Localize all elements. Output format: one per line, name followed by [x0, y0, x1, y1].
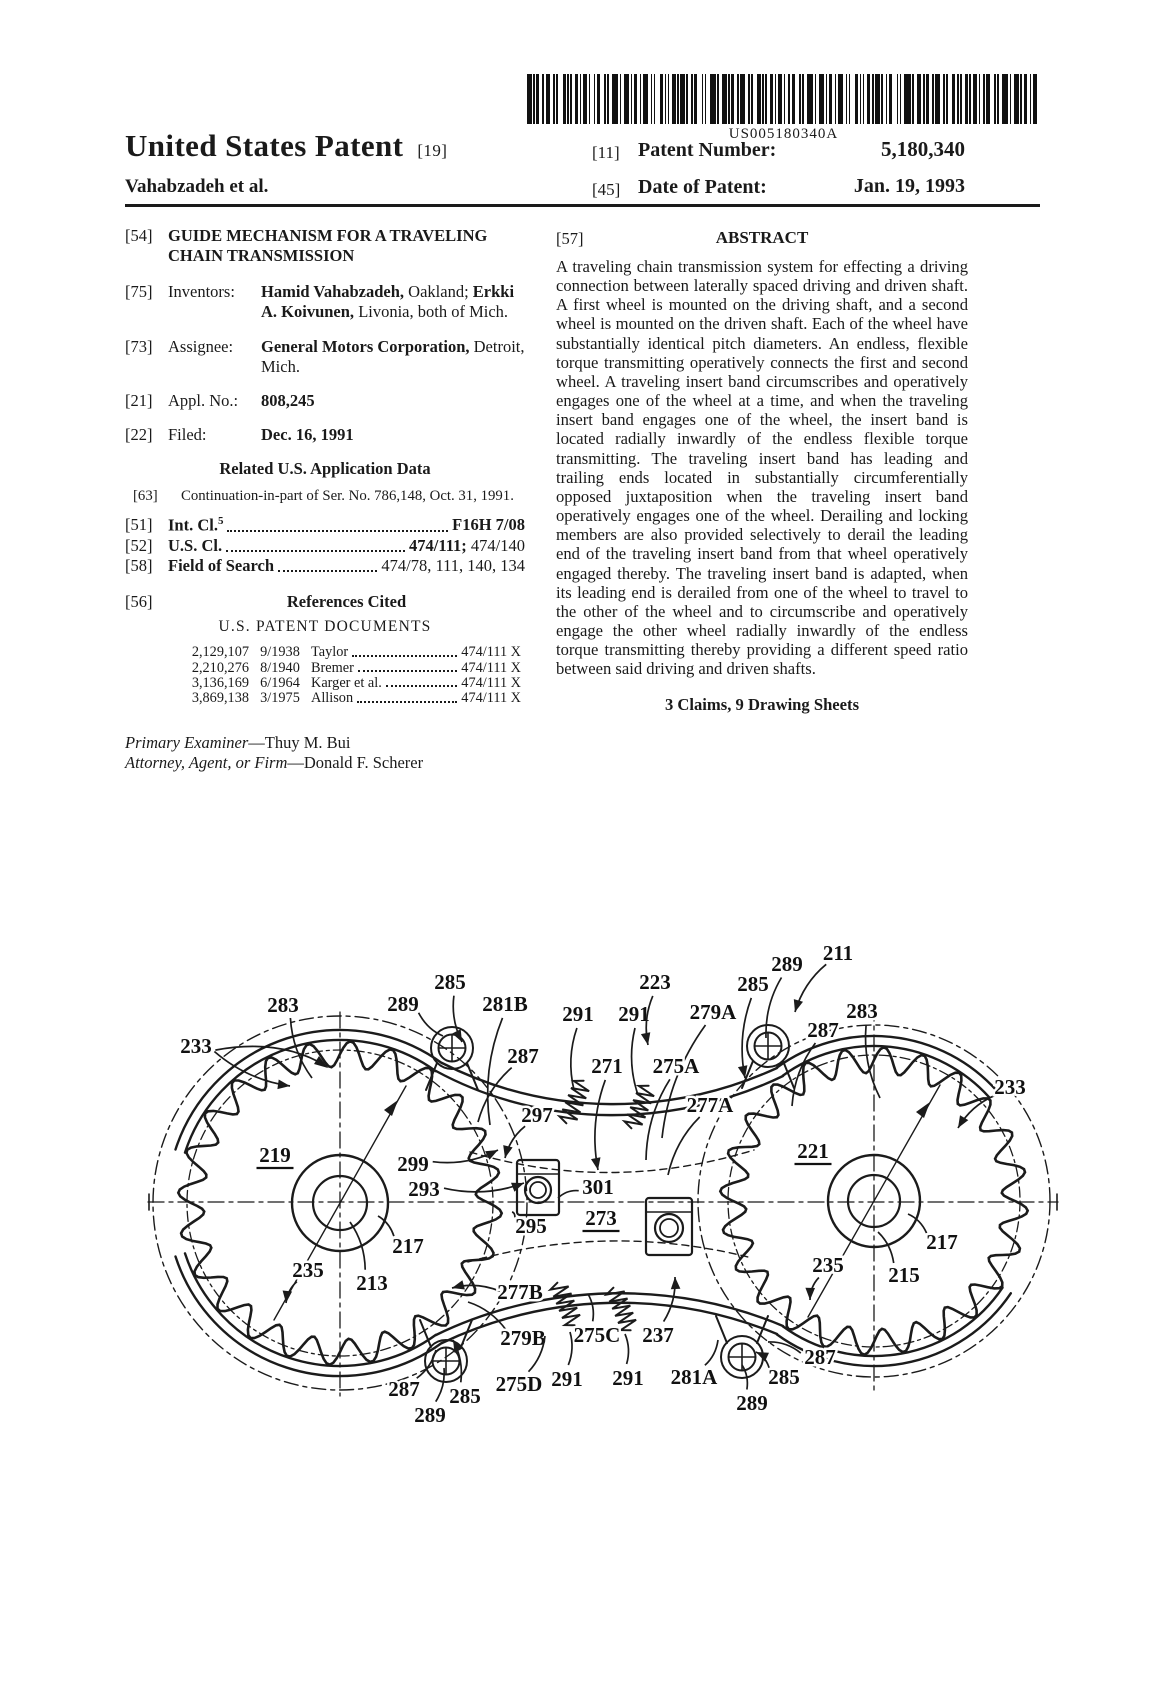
- reference-numeral: 275D: [495, 1372, 543, 1396]
- reference-numeral: 287: [388, 1377, 420, 1401]
- reference-numeral: 281B: [482, 992, 528, 1016]
- reference-numeral: 289: [771, 952, 803, 976]
- invention-title: GUIDE MECHANISM FOR A TRAVELING CHAIN TRANSMISSION: [168, 226, 488, 266]
- reference-numeral: 289: [736, 1391, 768, 1415]
- leader-arrow: [591, 1157, 601, 1170]
- int-cl-value: F16H 7/08: [452, 515, 525, 535]
- right-radius-arrow: [916, 1102, 930, 1118]
- reference-numeral: 277B: [497, 1280, 543, 1304]
- us-patent-documents-heading: U.S. PATENT DOCUMENTS: [218, 618, 432, 636]
- abstract-text: A traveling chain transmission system for effecting a driving connection between laterally spaced driving and driven shaft. A first wheel is mounted on the driving shaft, and a second wheel is mounted on the driven shaft. Each of the wheel have substantially identical pitch diameters. An endless, flexible torque transmitting operatively connects the first and second wheel. A traveling insert band circumscribes and operatively engages one of the wheel at a time, and when the traveling insert band engages one of the wheel, the insert band is located radially inwardly of the endless flexible torque transmitting. The traveling insert band has leading and trailing ends located in substantially circumferentially opposed juxtaposition when the traveling insert band operatively engages one of the wheel. Derailing and locking members are also provided selectively to derail the leading end of the traveling insert band from that wheel operatively engaged thereby. The traveling insert band is adapted, when its leading end is derailed from one of the wheel to travel to the other of the wheel and to circumscribe and operatively engage the other wheel radially inwardly of the endless torque transmitting thereby providing a different speed ratio between said driving and driven shafts.: [556, 257, 968, 679]
- leader-line: [478, 1068, 512, 1122]
- reference-numeral: 275C: [573, 1323, 621, 1347]
- inventors-value: Hamid Vahabzadeh, Oakland; Erkki A. Koivunen, Livonia, both of Mich.: [261, 282, 515, 322]
- int-cl-label: Int. Cl.$^5$: [168, 515, 224, 535]
- leader-arrow: [794, 999, 803, 1012]
- reference-numeral: 291: [618, 1002, 650, 1026]
- us-cl-label: U.S. Cl.: [168, 535, 223, 555]
- fos-value: 474/78, 111, 140, 134: [381, 555, 525, 575]
- reference-numeral: 297: [521, 1103, 553, 1127]
- reference-numeral: 233: [994, 1075, 1026, 1099]
- leader-line: [625, 1334, 629, 1364]
- reference-numeral: 217: [926, 1230, 958, 1254]
- document-title-text: United States Patent: [125, 128, 404, 163]
- leader-line: [595, 1080, 605, 1170]
- left-radius-arrow: [384, 1100, 398, 1116]
- filed-value: Dec. 16, 1991: [261, 424, 354, 444]
- leader-line: [588, 1294, 593, 1321]
- leader-line: [568, 1332, 572, 1365]
- leader-arrow: [958, 1115, 968, 1128]
- leader-line: [290, 1018, 312, 1078]
- top-left-mount-tab: [426, 1027, 478, 1090]
- reference-numeral: 289: [387, 992, 419, 1016]
- reference-numeral: 221: [797, 1139, 829, 1163]
- int-cl-code: [51]: [125, 515, 153, 535]
- reference-numeral: 291: [551, 1367, 583, 1391]
- date-code: [45]: [592, 180, 621, 199]
- us-cl-code: [52]: [125, 535, 153, 555]
- references-code: [56]: [125, 592, 153, 612]
- reference-numeral: 233: [180, 1034, 212, 1058]
- reference-numeral: 279B: [500, 1326, 546, 1350]
- left-top-guide-band-outer: [176, 1030, 442, 1150]
- saddle-dashed-outline-top: [470, 1150, 754, 1173]
- top-right-spring: [625, 1086, 655, 1129]
- appl-label: Appl. No.:: [168, 390, 239, 410]
- reference-numeral: 299: [397, 1152, 429, 1176]
- reference-numeral: 219: [259, 1143, 291, 1167]
- reference-numeral: 301: [582, 1175, 614, 1199]
- reference-numeral: 283: [267, 993, 299, 1017]
- reference-numeral: 279A: [689, 1000, 737, 1024]
- related-code: [63]: [133, 488, 158, 505]
- attorney-line: Attorney, Agent, or Firm—Donald F. Scherer: [125, 753, 424, 773]
- appl-value: 808,245: [261, 390, 315, 410]
- reference-numeral: 211: [822, 941, 854, 965]
- applicant-name: Vahabzadeh et al.: [125, 176, 269, 197]
- assignee-code: [73]: [125, 336, 153, 356]
- filed-label: Filed:: [168, 424, 207, 444]
- reference-numeral: 217: [392, 1234, 424, 1258]
- reference-row: 3,869,138 3/1975 Allison 474/111 X: [179, 691, 521, 706]
- fos-label: Field of Search: [168, 555, 275, 575]
- reference-row: 2,210,276 8/1940 Bremer 474/111 X: [179, 661, 521, 676]
- reference-numeral: 235: [812, 1253, 844, 1277]
- patent-number-label: Patent Number:: [638, 139, 777, 161]
- reference-numeral: 287: [507, 1044, 539, 1068]
- right-pawl-assembly: [646, 1198, 692, 1255]
- filed-code: [22]: [125, 424, 153, 444]
- inventors-code: [75]: [125, 282, 153, 302]
- date-label: Date of Patent:: [638, 176, 767, 198]
- reference-numeral: 271: [591, 1054, 623, 1078]
- reference-numeral: 215: [888, 1263, 920, 1287]
- right-top-guide-band: [783, 1046, 989, 1097]
- us-cl-value: 474/111; 474/140: [409, 535, 525, 555]
- claims-line: 3 Claims, 9 Drawing Sheets: [664, 695, 860, 715]
- reference-numeral: 281A: [670, 1365, 718, 1389]
- leader-line: [646, 1079, 670, 1160]
- primary-examiner-line: Primary Examiner—Thuy M. Bui: [125, 732, 351, 752]
- fos-code: [58]: [125, 555, 153, 575]
- reference-numeral: 277A: [686, 1093, 734, 1117]
- reference-numeral: 275A: [652, 1054, 700, 1078]
- reference-row: 2,129,107 9/1938 Taylor 474/111 X: [179, 645, 521, 660]
- reference-numeral: 289: [414, 1403, 446, 1427]
- left-top-guide-band: [185, 1040, 436, 1153]
- leader-arrow: [641, 1032, 650, 1045]
- related-text: Continuation-in-part of Ser. No. 786,148, Oct. 31, 1991.: [181, 488, 514, 505]
- assignee-value: General Motors Corporation, Detroit, Mich.: [261, 336, 525, 376]
- leader-arrow: [452, 1280, 465, 1289]
- reference-numeral: 213: [356, 1271, 388, 1295]
- assignee-label: Assignee:: [168, 336, 234, 356]
- leader-arrow: [277, 1080, 290, 1090]
- saddle-dashed-outline-bottom: [468, 1241, 752, 1262]
- reference-numeral: 237: [642, 1323, 674, 1347]
- title-code: [54]: [125, 226, 153, 245]
- leader-arrow: [503, 1145, 512, 1158]
- reference-numeral: 285: [434, 970, 466, 994]
- reference-numeral: 223: [639, 970, 671, 994]
- bottom-right-mount-tab: [716, 1316, 768, 1378]
- references-heading: References Cited: [286, 592, 407, 612]
- abstract-heading: ABSTRACT: [715, 228, 809, 247]
- reference-numeral: 235: [292, 1258, 324, 1282]
- patent-number-value: 5,180,340: [881, 137, 965, 161]
- reference-numeral: 287: [804, 1345, 836, 1369]
- leader-arrow: [805, 1288, 815, 1300]
- inventors-label: Inventors:: [168, 282, 235, 302]
- date-value: Jan. 19, 1993: [853, 175, 965, 197]
- leader-line: [705, 1340, 718, 1365]
- reference-numeral: 293: [408, 1177, 440, 1201]
- leader-line: [488, 1018, 503, 1125]
- abstract-code: [57]: [556, 229, 584, 248]
- patent-number-code: [11]: [592, 143, 620, 162]
- barcode-number: US005180340A: [728, 126, 839, 142]
- reference-numeral: 291: [562, 1002, 594, 1026]
- reference-numeral: 291: [612, 1366, 644, 1390]
- reference-numeral: 295: [515, 1214, 547, 1238]
- leader-line: [558, 1191, 579, 1198]
- reference-numeral: 285: [449, 1384, 481, 1408]
- reference-numeral: 285: [737, 972, 769, 996]
- leader-arrow: [671, 1277, 681, 1289]
- kind-code: [19]: [417, 141, 448, 160]
- reference-numeral: 287: [807, 1018, 839, 1042]
- reference-numeral: 273: [585, 1206, 617, 1230]
- related-data-heading: Related U.S. Application Data: [219, 459, 431, 478]
- reference-numeral: 283: [846, 999, 878, 1023]
- leader-arrow: [485, 1150, 498, 1160]
- reference-numeral: 285: [768, 1365, 800, 1389]
- reference-row: 3,136,169 6/1964 Karger et al. 474/111 X: [179, 676, 521, 691]
- appl-code: [21]: [125, 390, 153, 410]
